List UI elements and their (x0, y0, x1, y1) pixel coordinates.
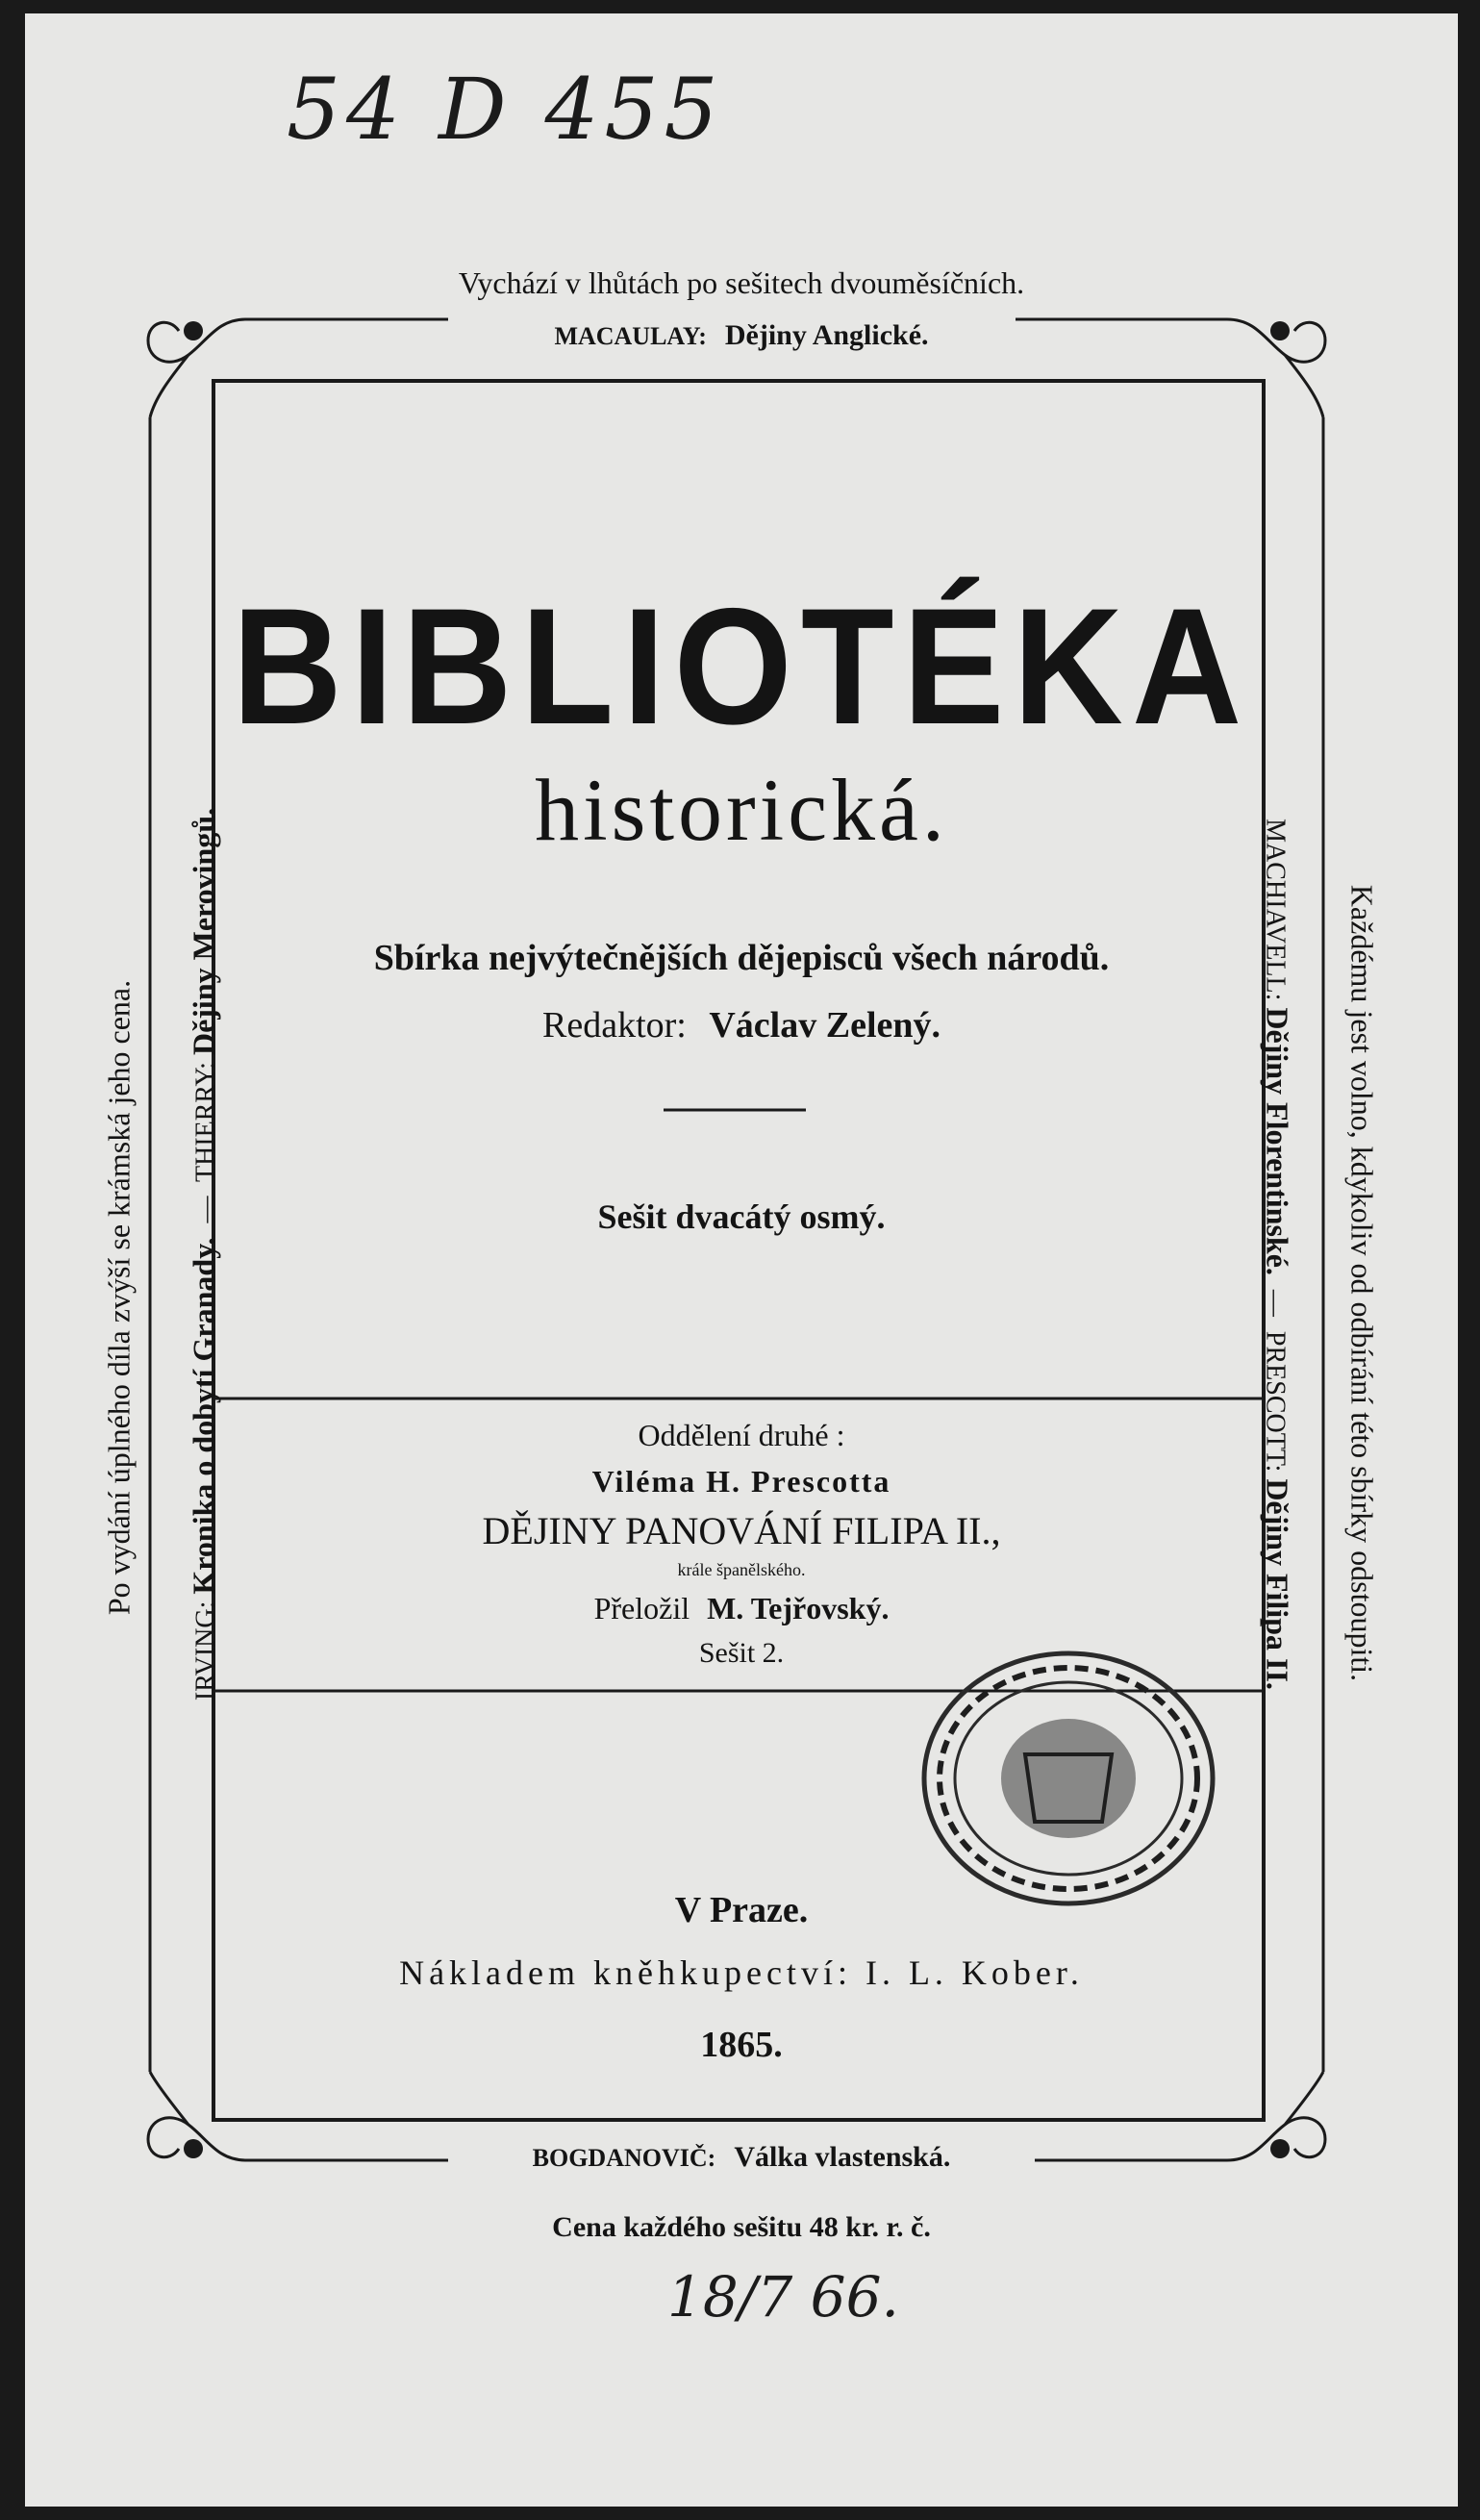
collection-note: Sbírka nejvýtečnějších dějepisců všech národů. (373, 938, 1110, 978)
left-series-a-work: Kronika o dobytí Granady. (186, 1237, 221, 1595)
price-note: Cena každého sešitu 48 kr. r. č. (552, 2211, 931, 2243)
right-series-separator: — (1260, 1289, 1291, 1317)
translator-label: Přeložil (593, 1591, 690, 1625)
translator-line (25, 1591, 1458, 1626)
left-series-b-author: THIERRY: (190, 1062, 221, 1183)
issue-schedule: Vychází v lhůtách po sešitech dvouměsíčních. (458, 265, 1025, 300)
right-inner-series (1260, 819, 1295, 1690)
top-series-work: Dějiny Anglické. (724, 319, 929, 351)
right-series-b-work: Dějiny Filipa II. (1260, 1478, 1295, 1690)
right-series-b-author: PRESCOTT: (1260, 1330, 1291, 1473)
left-series-b-work: Dějiny Merovingů. (186, 807, 221, 1056)
bottom-series-author: BOGDANOVIČ: (532, 2144, 716, 2172)
left-series-a-author: IRVING: (190, 1600, 221, 1701)
main-title: BIBLIOTÉKA (232, 574, 1251, 759)
translator-name: M. Tejřovský. (707, 1591, 890, 1625)
right-outer-note: Každému jest volno, kdykoliv od odbírání této sbírky odstoupiti. (1344, 884, 1380, 1682)
section-author: Viléma H. Prescotta (591, 1464, 891, 1499)
issue-label: Sešit dvacátý osmý. (597, 1197, 886, 1236)
title-page (25, 13, 1458, 2507)
left-inner-series (187, 808, 222, 1701)
top-series (25, 319, 1458, 352)
ornamental-frame (25, 13, 1458, 2507)
right-series-a-work: Dějiny Florentinské. (1260, 1007, 1295, 1275)
library-stamp (910, 1639, 1227, 1918)
section-title: DĚJINY PANOVÁNÍ FILIPA II., (482, 1509, 1001, 1552)
editor-label: Redaktor: (542, 1005, 687, 1046)
section-part: Sešit 2. (698, 1637, 785, 1669)
section-subtitle: krále španělského. (677, 1560, 806, 1579)
imprint-place: V Praze. (674, 1890, 809, 1930)
section-division: Oddělení druhé : (638, 1418, 845, 1452)
editor-name: Václav Zelený. (709, 1005, 941, 1046)
accession-note: 18/7 66. (667, 2264, 899, 2330)
top-series-author: MACAULAY: (554, 322, 707, 350)
bottom-series (25, 2141, 1458, 2174)
subtitle: historická. (535, 761, 948, 859)
editor-line (25, 1004, 1458, 1046)
left-outer-note: Po vydání úplného díla zvýší se krámská jeho cena. (101, 979, 137, 1616)
imprint-year: 1865. (700, 2025, 783, 2065)
library-shelf-mark: 54 D 455 (287, 60, 724, 159)
imprint-publisher: Nákladem kněhkupectví: I. L. Kober. (399, 1953, 1084, 1992)
right-series-a-author: MACHIAVELL: (1260, 819, 1291, 1001)
bottom-series-work: Válka vlastenská. (734, 2141, 951, 2173)
left-series-separator: — (190, 1196, 221, 1223)
